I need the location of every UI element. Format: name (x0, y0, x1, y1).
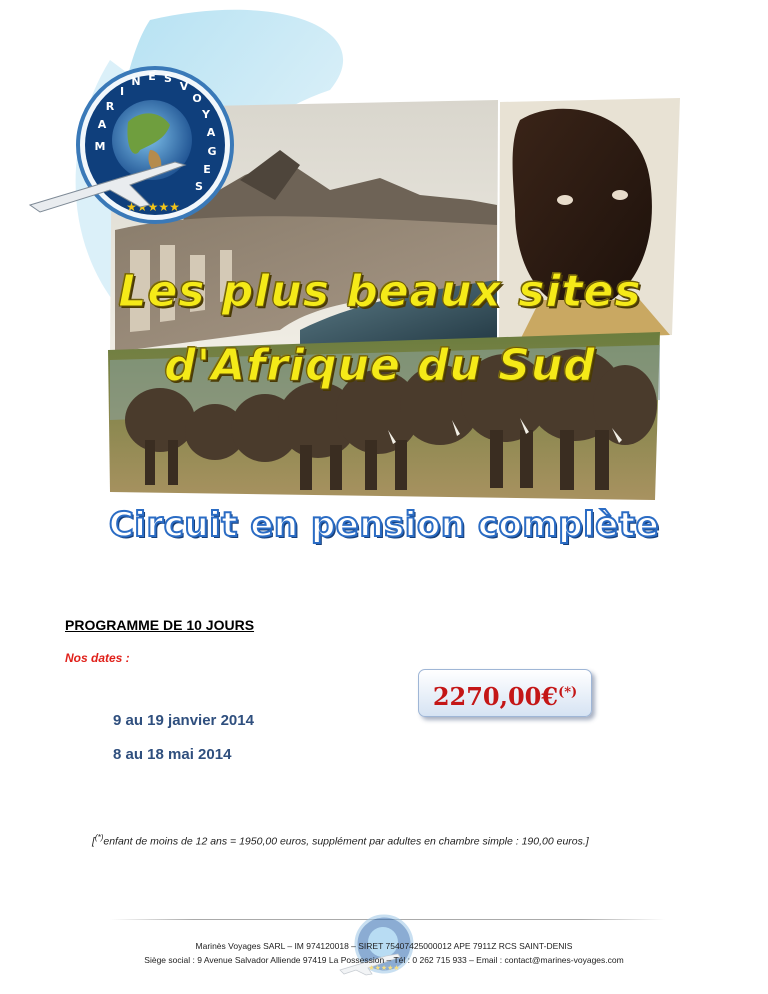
footer-company-info: Marinès Voyages SARL – IM 974120018 – SIRET 75407425000012 APE 7911Z RCS SAINT-DENIS (195, 941, 573, 951)
svg-text:N: N (131, 75, 141, 88)
date-item-1: 9 au 19 janvier 2014 (113, 712, 254, 729)
price-value (433, 682, 577, 711)
logo-letter: M (94, 140, 106, 153)
price-box (418, 669, 592, 717)
program-title: PROGRAMME DE 10 JOURS (65, 617, 255, 633)
svg-text:Y: Y (202, 108, 210, 121)
subtitle: Circuit en pension complète (108, 505, 660, 545)
note-text: enfant de moins de 12 ans = 1950,00 euros, supplément par adultes en chambre simple : 190,00 euros.] (103, 835, 589, 848)
svg-text:A: A (97, 118, 107, 131)
headline-line-1: Les plus beaux sites (118, 266, 642, 317)
svg-text:E: E (203, 163, 211, 176)
svg-text:I: I (119, 85, 125, 98)
svg-text:E: E (148, 70, 156, 83)
price-note (92, 833, 589, 848)
svg-text:R: R (105, 100, 115, 113)
note-marker: (*) (94, 833, 104, 842)
marines-voyages-logo (30, 68, 232, 222)
svg-text:G: G (207, 145, 217, 158)
note-open: [ (92, 835, 95, 848)
svg-text:S: S (195, 180, 203, 193)
price-marker: (*) (558, 685, 578, 700)
date-item-2: 8 au 18 mai 2014 (113, 746, 232, 763)
svg-text:S: S (164, 72, 172, 85)
svg-text:V: V (179, 80, 189, 93)
svg-text:A: A (206, 126, 216, 139)
dates-label: Nos dates : (65, 651, 130, 665)
price-amount: 2270,00€ (432, 682, 559, 711)
svg-text:★★★★★: ★★★★★ (126, 200, 180, 214)
footer-address-info: Siège social : 9 Avenue Salvador Alliende 97419 La Possession – Tél : 0 262 715 933 – Email : contact@marines-voyages.com (144, 955, 624, 965)
headline-line-2: d'Afrique du Sud (164, 340, 596, 391)
svg-text:★★★★★: ★★★★★ (368, 964, 400, 972)
svg-text:O: O (192, 92, 202, 105)
